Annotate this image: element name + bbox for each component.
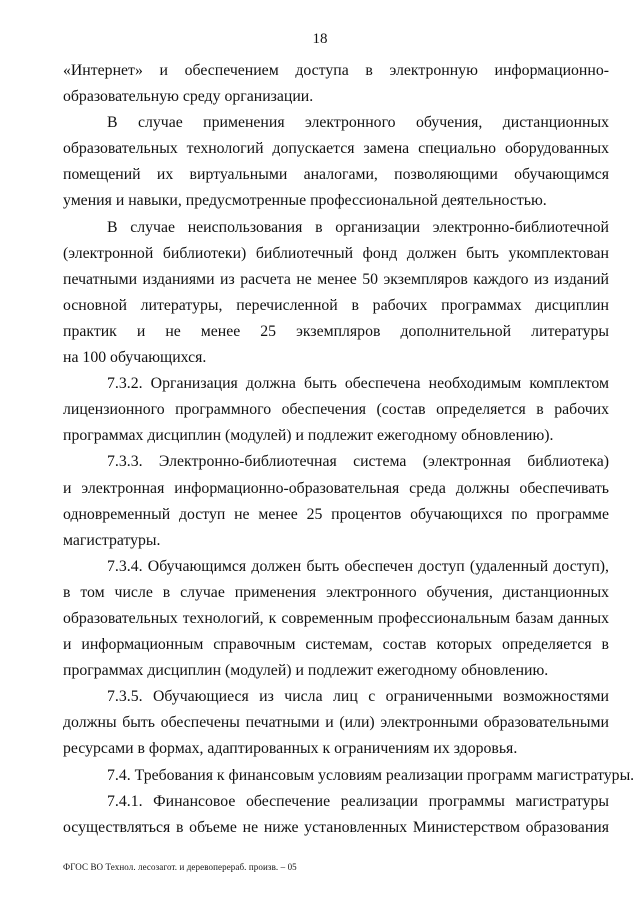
text-line: образовательных технологий допускается замена специально оборудованных: [63, 140, 609, 158]
text-line: В случае применения электронного обучения, дистанционных: [107, 114, 609, 132]
text-line: практик и не менее 25 экземпляров дополнительной литературы: [63, 322, 609, 340]
text-line: основной литературы, перечисленной в рабочих программах дисциплин: [63, 296, 609, 314]
text-line: 7.4.1. Финансовое обеспечение реализации программы магистратуры: [107, 792, 609, 810]
text-line: образовательных технологий, к современным профессиональным базам данных: [63, 609, 609, 627]
text-line: помещений их виртуальными аналогами, позволяющими обучающимся: [63, 166, 609, 184]
text-line: 7.3.3. Электронно-библиотечная система (электронная библиотека): [107, 453, 609, 471]
text-line: должны быть обеспечены печатными и (или) электронными образовательными: [63, 714, 609, 732]
body-text: [63, 58, 635, 841]
text-line: печатными изданиями из расчета не менее 50 экземпляров каждого из изданий: [63, 270, 609, 288]
text-line: программах дисциплин (модулей) и подлежит ежегодному обновлению).: [63, 427, 554, 445]
text-line: 7.3.5. Обучающиеся из числа лиц с ограниченными возможностями: [107, 688, 609, 706]
page-number: 18: [312, 31, 328, 47]
text-line: на 100 обучающихся.: [63, 349, 207, 367]
text-line: 7.4. Требования к финансовым условиям реализации программ магистратуры.: [107, 766, 635, 784]
text-line: осуществляться в объеме не ниже установленных Министерством образования: [63, 818, 609, 836]
text-line: лицензионного программного обеспечения (состав определяется в рабочих: [63, 401, 609, 419]
text-line: образовательную среду организации.: [63, 88, 314, 106]
text-line: В случае неиспользования в организации электронно-библиотечной: [107, 218, 609, 236]
text-line: умения и навыки, предусмотренные профессиональной деятельностью.: [63, 192, 547, 210]
text-line: в том числе в случае применения электронного обучения, дистанционных: [63, 583, 609, 601]
text-line: 7.3.2. Организация должна быть обеспечена необходимым комплектом: [107, 375, 609, 393]
text-line: и информационным справочным системам, состав которых определяется в: [63, 636, 609, 654]
text-line: ресурсами в формах, адаптированных к ограничениям их здоровья.: [63, 740, 518, 758]
text-line: «Интернет» и обеспечением доступа в электронную информационно-: [63, 62, 609, 79]
footer-text: ФГОС ВО Технол. лесозагот. и деревоперераб. произв. – 05: [63, 862, 297, 872]
text-line: и электронная информационно-образовательная среда должны обеспечивать: [63, 479, 609, 497]
text-line: одновременный доступ не менее 25 процентов обучающихся по программе: [63, 505, 609, 523]
text-line: 7.3.4. Обучающимся должен быть обеспечен доступ (удаленный доступ),: [107, 557, 609, 575]
text-line: (электронной библиотеки) библиотечный фонд должен быть укомплектован: [63, 244, 609, 262]
text-line: магистратуры.: [63, 531, 161, 549]
text-line: программах дисциплин (модулей) и подлежит ежегодному обновлению.: [63, 662, 549, 680]
